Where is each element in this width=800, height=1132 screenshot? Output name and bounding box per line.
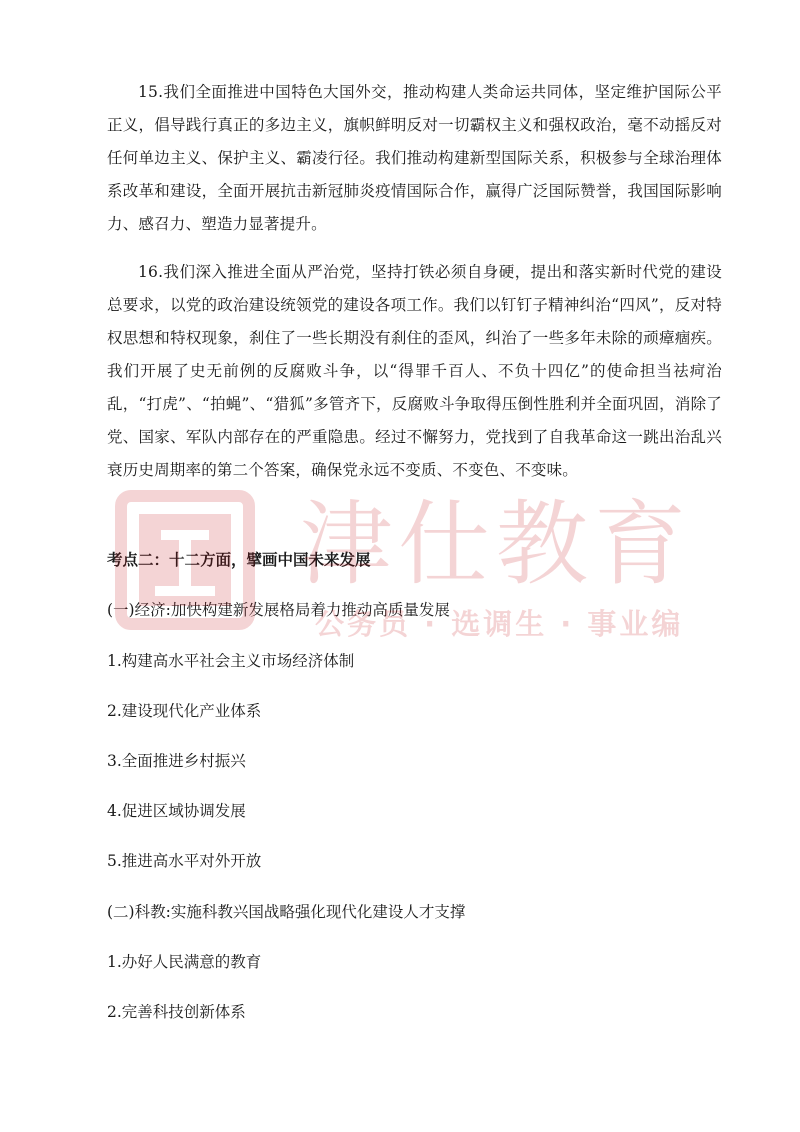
paragraph-16: 16.我们深入推进全面从严治党，坚持打铁必须自身硬，提出和落实新时代党的建设总要求，以党的政治建设统领党的建设各项工作。我们以钉钉子精神纠治“四风”，反对特权思想和特权现象，刹住了一些长期没有刹住的歪风，纠治了一些多年未除的顽瘴痼疾。我们开展了史无前例的反腐败斗争，以“得罪千百人、不负十四亿”的使命担当祛疴治乱，“打虎”、“拍蝇”、“猎狐”多管齐下，反腐败斗争取得压倒性胜利并全面巩固，消除了党、国家、军队内部存在的严重隐患。经过不懈努力，党找到了自我革命这一跳出治乱兴衰历史周期率的第二个答案，确保党永远不变质、不变色、不变味。 — [107, 263, 722, 479]
science-item-2: 2.完善科技创新体系 — [107, 1003, 246, 1021]
economy-item-4: 4.促进区域协调发展 — [107, 802, 246, 820]
science-item-1: 1.办好人民满意的教育 — [107, 953, 262, 971]
economy-item-2: 2.建设现代化产业体系 — [107, 702, 262, 720]
economy-title: (一)经济:加快构建新发展格局着力推动高质量发展 — [107, 601, 450, 619]
paragraph-15: 15.我们全面推进中国特色大国外交，推动构建人类命运共同体，坚定维护国际公平正义，倡导践行真正的多边主义，旗帜鲜明反对一切霸权主义和强权政治，毫不动摇反对任何单边主义、保护主义、霸凌行径。我们推动构建新型国际关系，积极参与全球治理体系改革和建设，全面开展抗击新冠肺炎疫情国际合作，赢得广泛国际赞誉，我国国际影响力、感召力、塑造力显著提升。 — [107, 83, 722, 233]
economy-item-3: 3.全面推进乡村振兴 — [107, 752, 246, 770]
economy-item-1: 1.构建高水平社会主义市场经济体制 — [107, 652, 355, 670]
science-title: (二)科教:实施科教兴国战略强化现代化建设人才支撑 — [107, 903, 466, 921]
economy-item-5: 5.推进高水平对外开放 — [107, 852, 262, 870]
watermark-tagline: 公务员 · 选调生 · 事业编 — [315, 607, 684, 641]
watermark-brand: 津仕教育 — [300, 491, 693, 598]
section-heading: 考点二：十二方面，擘画中国未来发展 — [107, 550, 371, 569]
